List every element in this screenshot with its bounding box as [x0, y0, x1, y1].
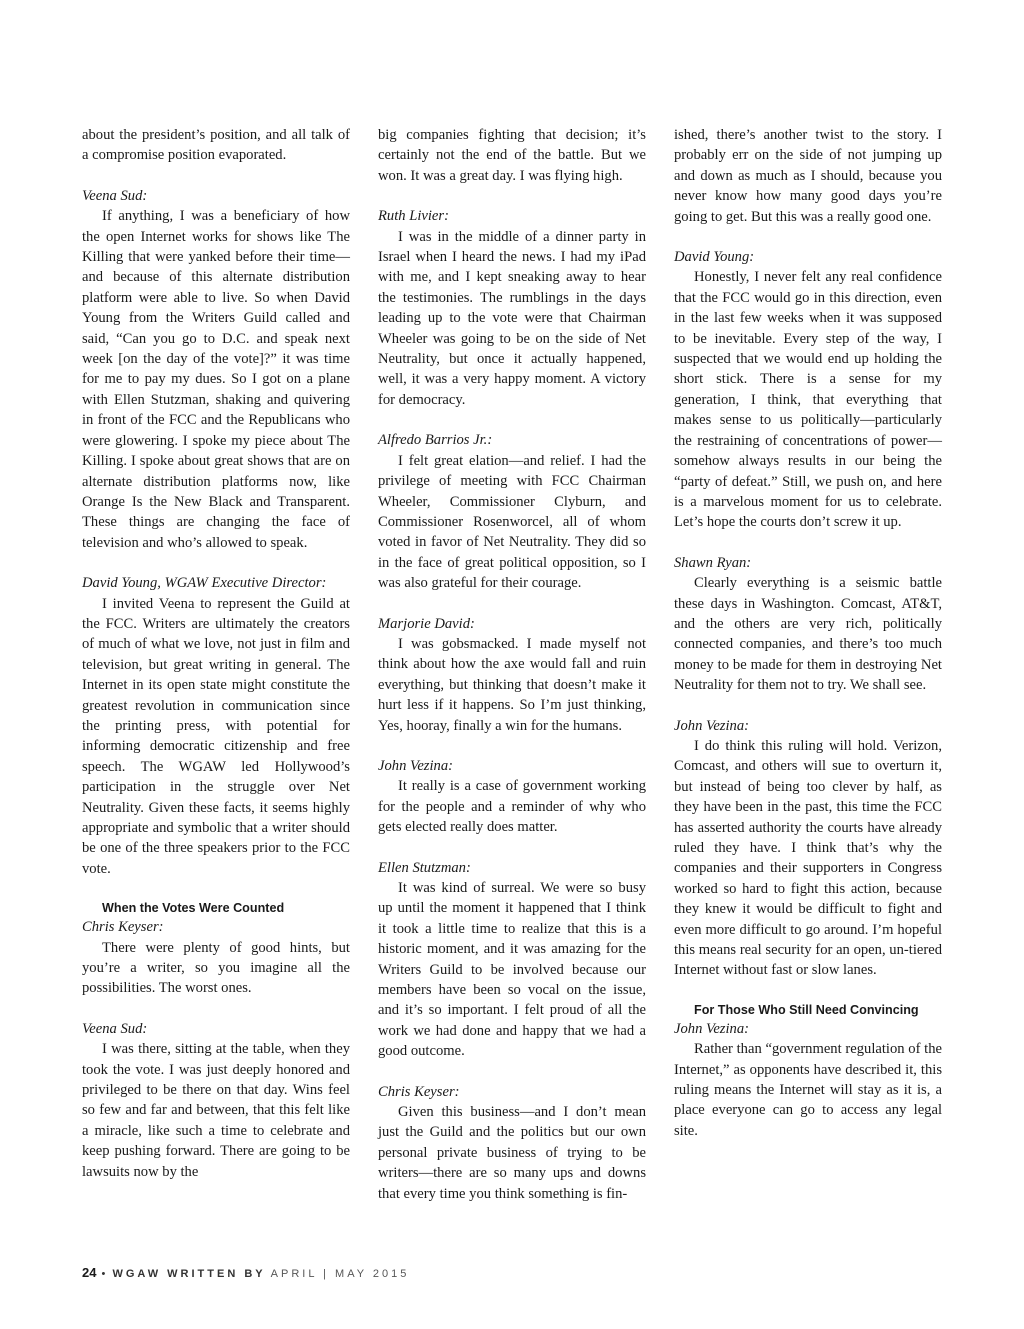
paragraph: It really is a case of government working for the people and a reminder of why who gets elected really does matter.: [378, 778, 646, 836]
speaker-name: David Young:: [674, 249, 755, 266]
column-3: [674, 125, 942, 1161]
paragraph: I was gobsmacked. I made myself not think about how the axe would fall and ruin everything, but thinking that doesn’t make it hurt less if it happens. So I’m just thinking, Yes, hooray, finally a win for the humans.: [378, 635, 646, 734]
paragraph: big companies fighting that decision; it’s certainly not the end of the battle. But we won. It was a great day. I was flying high.: [378, 127, 646, 184]
speaker-name: David Young, WGAW Executive Director:: [82, 575, 327, 592]
entry: [378, 206, 646, 410]
bullet-separator: •: [101, 1268, 108, 1280]
paragraph: I was in the middle of a dinner party in Israel when I heard the news. I had my iPad with me, and I kept sneaking away to hear the testimonies. The rumblings in the days leading up to the vote were that Chairman Wheeler was going to be on the side of Net Neutrality, but once it actually happened, well, it was a very happy moment. A victory for democracy.: [378, 228, 646, 408]
section-heading: For Those Who Still Need Convincing: [694, 1002, 919, 1017]
entry: [674, 247, 942, 533]
speaker-name: Ellen Stutzman:: [378, 859, 471, 876]
entry: [674, 125, 942, 227]
publication-name: WGAW WRITTEN BY: [112, 1268, 266, 1280]
entry: [378, 614, 646, 736]
entry: [82, 899, 350, 999]
paragraph: Honestly, I never felt any real confidence that the FCC would go in this direction, even in the last few weeks when it was supposed to be inevitable. Every step of the way, I suspected that we would end up holding the short stick. There is a sense for my generation, I think, that everything that makes sense to us politically—particularly the restraining of concentrations of power—somehow always results in our being the “party of defeat.” Still, we push on, and here is a marvelous moment for us to celebrate. Let’s hope the courts don’t screw it up.: [674, 269, 942, 531]
entry: [82, 186, 350, 553]
entry: [674, 553, 942, 696]
speaker-name: John Vezina:: [378, 757, 453, 774]
paragraph: It was kind of surreal. We were so busy up until the moment it happened that I think it took a little time to realize that this is a historic moment, and it was amazing for the Writers Guild to be involved because our members have been so vocal on the issue, and it’s so important. I felt proud of all the work we had done and happy that we had a good outcome.: [378, 880, 646, 1060]
speaker-name: Marjorie David:: [378, 615, 475, 632]
paragraph: I do think this ruling will hold. Verizon, Comcast, and others will sue to overturn it, but instead of being too clever by half, as they have been in the past, this time the FCC has asserted authority the courts have already ruled they have. I think that’s why the companies and their supporters in Congress worked so hard to fight this action, because they knew it would be difficult to fight and even more difficult to go around. I’m hopeful this means real security for an open, un-tiered Internet without fast or slow lanes.: [674, 737, 942, 979]
paragraph: ished, there’s another twist to the story. I probably err on the side of not jumping up and down as much as I should, because you never know how many good days you’re going to get. But this was a really good one.: [674, 127, 942, 225]
entry: [82, 1019, 350, 1182]
paragraph: Given this business—and I don’t mean just the Guild and the politics but our own personal private business of trying to be writers—there are so many ups and downs that every time you think something is fin-: [378, 1104, 646, 1202]
entry: [378, 1082, 646, 1204]
entry: [378, 858, 646, 1062]
issue-date: APRIL | MAY 2015: [270, 1268, 410, 1280]
entry: [674, 1001, 942, 1141]
entry: [82, 573, 350, 879]
paragraph: Clearly everything is a seismic battle these days in Washington. Comcast, AT&T, and the others are very rich, politically connected companies, and there’s too much money to be made for them in destroying Net Neutrality for them not to try. We shall see.: [674, 575, 942, 694]
column-1: [82, 125, 350, 1202]
paragraph: I invited Veena to represent the Guild at the FCC. Writers are ultimately the creators of much of what we love, not just in film and television, but great writing in general. The Internet in its open state might constitute the greatest revolution in communication since the printing press, with potential for informing democratic citizenship and free speech. The WGAW led Hollywood’s participation in the struggle over Net Neutrality. Given these facts, it seems highly appropriate and symbolic that a writer should be one of the three speakers prior to the FCC vote.: [82, 595, 350, 877]
speaker-name: John Vezina:: [674, 717, 749, 734]
paragraph: I was there, sitting at the table, when they took the vote. I was just deeply honored and privileged to be there on that day. Wins feel so few and far and between, that this felt like a miracle, like such a time to celebrate and keep pushing forward. There are going to be lawsuits now by the: [82, 1041, 350, 1180]
speaker-name: Chris Keyser:: [378, 1083, 460, 1100]
page-footer: [82, 1265, 409, 1280]
section-heading: When the Votes Were Counted: [102, 901, 285, 916]
speaker-name: Alfredo Barrios Jr.:: [378, 432, 493, 449]
speaker-name: John Vezina:: [674, 1020, 749, 1037]
entry: [82, 125, 350, 166]
paragraph: Rather than “government regulation of the Internet,” as opponents have described it, this ruling means the Internet will stay as it is, a place everyone can go to access any legal site.: [674, 1041, 942, 1139]
paragraph: If anything, I was a beneficiary of how the open Internet works for shows like The Killing that were yanked before their time—and because of this alternate distribution platform were able to live. So when David Young from the Writers Guild called and said, “Can you go to D.C. and speak next week [on the day of the vote]?” it was time for me to pay my dues. So I got on a plane with Ellen Stutzman, shaking and quivering in front of the FCC and the Republicans who were glowering. I spoke my piece about The Killing. I spoke about great shows that are on alternate distribution platforms now, like Orange Is the New Black and Transparent. These things are changing the face of television and who’s allowed to speak.: [82, 208, 350, 551]
entry: [378, 756, 646, 838]
entry: [378, 430, 646, 593]
speaker-name: Shawn Ryan:: [674, 554, 752, 571]
speaker-name: Veena Sud:: [82, 187, 148, 204]
column-2: [378, 125, 646, 1224]
page-number: 24: [82, 1265, 97, 1280]
speaker-name: Chris Keyser:: [82, 919, 164, 936]
entry: [674, 716, 942, 981]
entry: [378, 125, 646, 186]
speaker-name: Ruth Livier:: [378, 208, 449, 225]
paragraph: There were plenty of good hints, but you’re a writer, so you imagine all the possibilities. The worst ones.: [82, 939, 350, 997]
paragraph: I felt great elation—and relief. I had the privilege of meeting with FCC Chairman Wheeler, Commissioner Clyburn, and Commissioner Rosenworcel, all of whom voted in favor of Net Neutrality. They did so in the face of great political opposition, so I was also grateful for their courage.: [378, 452, 646, 592]
speaker-name: Veena Sud:: [82, 1020, 148, 1037]
paragraph: about the president’s position, and all talk of a compromise position evaporated.: [82, 127, 350, 164]
